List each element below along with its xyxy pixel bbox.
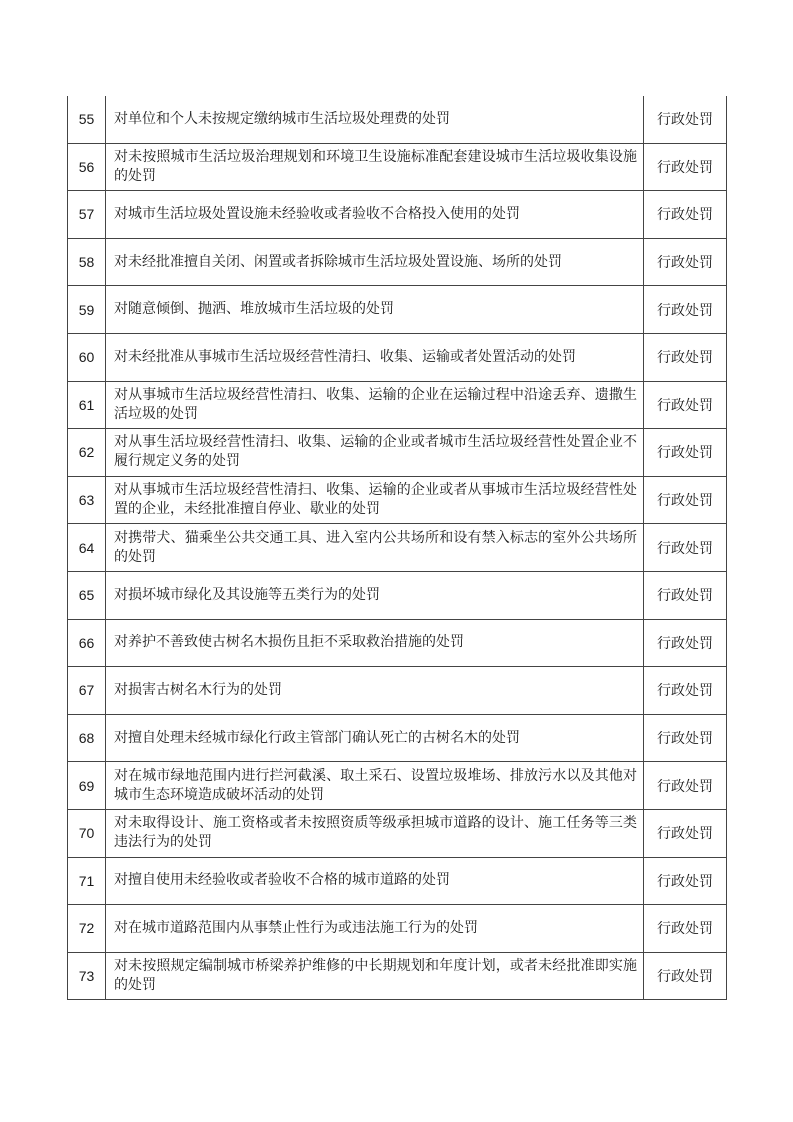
penalty-item-text: 对城市生活垃圾处置设施未经验收或者验收不合格投入使用的处罚 <box>106 191 644 239</box>
table-row <box>68 762 727 810</box>
penalty-item-text: 对未按照城市生活垃圾治理规划和环境卫生设施标准配套建设城市生活垃圾收集设施的处罚 <box>106 143 644 191</box>
penalty-item-text: 对损坏城市绿化及其设施等五类行为的处罚 <box>106 571 644 619</box>
power-type: 行政处罚 <box>644 381 727 429</box>
penalty-item-text: 对擅自使用未经验收或者验收不合格的城市道路的处罚 <box>106 857 644 905</box>
penalty-item-text: 对在城市绿地范围内进行拦河截溪、取土采石、设置垃圾堆场、排放污水以及其他对城市生态环境造成破坏活动的处罚 <box>106 762 644 810</box>
row-number: 62 <box>68 429 106 477</box>
row-number: 64 <box>68 524 106 572</box>
table-row <box>68 524 727 572</box>
row-number: 70 <box>68 809 106 857</box>
power-type: 行政处罚 <box>644 905 727 953</box>
table-row <box>68 857 727 905</box>
power-type: 行政处罚 <box>644 667 727 715</box>
table-row <box>68 333 727 381</box>
power-type: 行政处罚 <box>644 286 727 334</box>
row-number: 58 <box>68 238 106 286</box>
penalty-item-text: 对未经批准擅自关闭、闲置或者拆除城市生活垃圾处置设施、场所的处罚 <box>106 238 644 286</box>
row-number: 59 <box>68 286 106 334</box>
row-number: 56 <box>68 143 106 191</box>
penalty-item-text: 对从事生活垃圾经营性清扫、收集、运输的企业或者城市生活垃圾经营性处置企业不履行规定义务的处罚 <box>106 429 644 477</box>
penalty-item-text: 对随意倾倒、抛洒、堆放城市生活垃圾的处罚 <box>106 286 644 334</box>
power-type: 行政处罚 <box>644 809 727 857</box>
row-number: 57 <box>68 191 106 239</box>
penalty-item-text: 对未按照规定编制城市桥梁养护维修的中长期规划和年度计划，或者未经批准即实施的处罚 <box>106 952 644 1000</box>
table-row <box>68 905 727 953</box>
penalty-items-table <box>67 96 727 1000</box>
power-type: 行政处罚 <box>644 143 727 191</box>
table-row <box>68 429 727 477</box>
table-row <box>68 714 727 762</box>
table-row <box>68 381 727 429</box>
table-row <box>68 476 727 524</box>
row-number: 63 <box>68 476 106 524</box>
table-row <box>68 238 727 286</box>
penalty-item-text: 对从事城市生活垃圾经营性清扫、收集、运输的企业或者从事城市生活垃圾经营性处置的企业，未经批准擅自停业、歇业的处罚 <box>106 476 644 524</box>
power-type: 行政处罚 <box>644 476 727 524</box>
row-number: 60 <box>68 333 106 381</box>
table-row <box>68 952 727 1000</box>
row-number: 55 <box>68 96 106 143</box>
power-type: 行政处罚 <box>644 191 727 239</box>
table-row <box>68 571 727 619</box>
power-type: 行政处罚 <box>644 619 727 667</box>
power-type: 行政处罚 <box>644 96 727 143</box>
penalty-item-text: 对擅自处理未经城市绿化行政主管部门确认死亡的古树名木的处罚 <box>106 714 644 762</box>
power-type: 行政处罚 <box>644 238 727 286</box>
table-row <box>68 667 727 715</box>
penalty-item-text: 对从事城市生活垃圾经营性清扫、收集、运输的企业在运输过程中沿途丢弃、遗撒生活垃圾的处罚 <box>106 381 644 429</box>
table-row <box>68 191 727 239</box>
row-number: 67 <box>68 667 106 715</box>
row-number: 71 <box>68 857 106 905</box>
penalty-item-text: 对未经批准从事城市生活垃圾经营性清扫、收集、运输或者处置活动的处罚 <box>106 333 644 381</box>
power-type: 行政处罚 <box>644 571 727 619</box>
power-type: 行政处罚 <box>644 714 727 762</box>
row-number: 66 <box>68 619 106 667</box>
table-row <box>68 619 727 667</box>
row-number: 68 <box>68 714 106 762</box>
power-type: 行政处罚 <box>644 952 727 1000</box>
power-type: 行政处罚 <box>644 429 727 477</box>
power-type: 行政处罚 <box>644 524 727 572</box>
penalty-item-text: 对损害古树名木行为的处罚 <box>106 667 644 715</box>
row-number: 65 <box>68 571 106 619</box>
row-number: 69 <box>68 762 106 810</box>
table-row <box>68 809 727 857</box>
row-number: 72 <box>68 905 106 953</box>
power-type: 行政处罚 <box>644 333 727 381</box>
penalty-item-text: 对单位和个人未按规定缴纳城市生活垃圾处理费的处罚 <box>106 96 644 143</box>
table-row <box>68 143 727 191</box>
table-row <box>68 286 727 334</box>
penalty-item-text: 对携带犬、猫乘坐公共交通工具、进入室内公共场所和设有禁入标志的室外公共场所的处罚 <box>106 524 644 572</box>
penalty-item-text: 对在城市道路范围内从事禁止性行为或违法施工行为的处罚 <box>106 905 644 953</box>
table-row <box>68 96 727 143</box>
penalty-item-text: 对未取得设计、施工资格或者未按照资质等级承担城市道路的设计、施工任务等三类违法行为的处罚 <box>106 809 644 857</box>
penalty-item-text: 对养护不善致使古树名木损伤且拒不采取救治措施的处罚 <box>106 619 644 667</box>
power-type: 行政处罚 <box>644 857 727 905</box>
table-body <box>68 96 727 1000</box>
row-number: 61 <box>68 381 106 429</box>
row-number: 73 <box>68 952 106 1000</box>
power-type: 行政处罚 <box>644 762 727 810</box>
